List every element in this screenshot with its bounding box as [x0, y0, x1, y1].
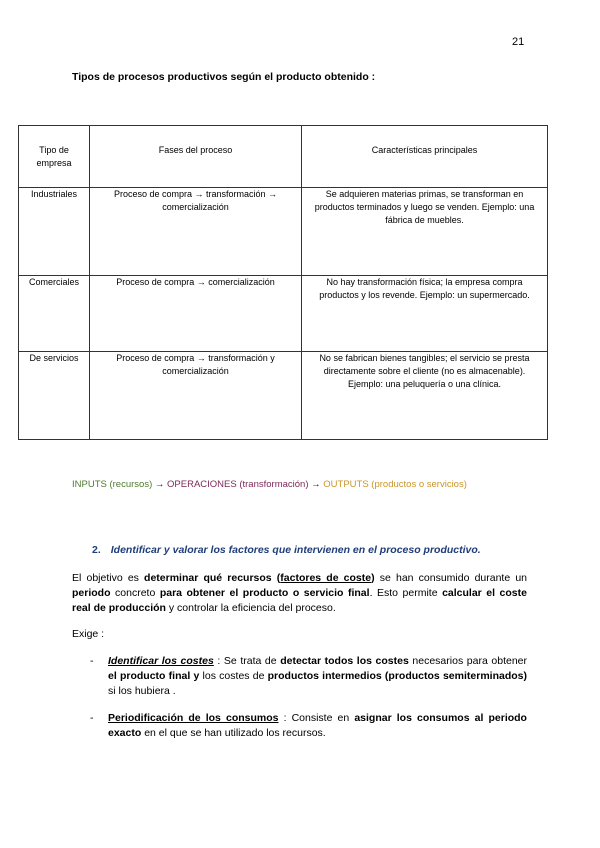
- cell-process-phases: Proceso de compra → transformación y comercialización: [90, 352, 302, 440]
- flow-inputs: INPUTS (recursos): [72, 479, 153, 490]
- bold-run: calcular el coste real de producción: [72, 587, 527, 614]
- page-number: 21: [512, 36, 525, 48]
- list-item-text: [108, 654, 527, 699]
- list-item-text: [108, 711, 527, 741]
- requires-paragraph: Exige :: [72, 628, 105, 640]
- section-title: [92, 544, 481, 556]
- production-flow-line: [72, 479, 467, 490]
- bold-run: para obtener el producto o servicio final: [159, 587, 370, 599]
- table-row: [19, 276, 548, 352]
- cell-company-type: De servicios: [19, 352, 90, 440]
- text-run: se han consumido durante un: [374, 572, 528, 584]
- flow-operations: OPERACIONES (transformación): [167, 479, 309, 490]
- text-run: El objetivo es: [72, 572, 145, 584]
- bold-run: periodo: [72, 587, 111, 599]
- flow-arrow: →: [308, 479, 324, 490]
- text-run: : Se trata de: [213, 655, 281, 667]
- bold-run: productos intermedios (productos semiterminados): [267, 670, 527, 682]
- bold-underline-run: factores de coste: [280, 572, 372, 584]
- table-row: [19, 352, 548, 440]
- bold-run: detectar todos los costes: [280, 655, 409, 667]
- text-run: : Consiste en: [278, 712, 355, 724]
- cell-process-phases: Proceso de compra → transformación → comercialización: [90, 188, 302, 276]
- header-main-features: Características principales: [302, 126, 548, 188]
- header-process-phases: Fases del proceso: [90, 126, 302, 188]
- text-run: . Esto permite: [369, 587, 443, 599]
- flow-arrow: →: [152, 479, 168, 490]
- table-row: [19, 188, 548, 276]
- bold-run: determinar qué recursos (: [144, 572, 281, 584]
- bold-underline-run: Periodificación de los consumos: [108, 712, 279, 724]
- bold-run: asignar los consumos al periodo exacto: [108, 712, 527, 739]
- text-run: concreto: [110, 587, 160, 599]
- table-header-row: [19, 126, 548, 188]
- text-run: si los hubiera .: [108, 685, 176, 697]
- section-title-text: Identificar y valorar los factores que intervienen en el proceso productivo.: [110, 544, 481, 556]
- text-run: en el que se han utilizado los recursos.: [141, 727, 326, 739]
- bold-run: ): [371, 572, 375, 584]
- cell-process-phases: Proceso de compra → comercialización: [90, 276, 302, 352]
- page-heading: Tipos de procesos productivos según el producto obtenido :: [72, 71, 376, 83]
- objective-paragraph: [72, 571, 527, 616]
- cell-main-features: No se fabrican bienes tangibles; el servicio se presta directamente sobre el cliente (no es almacenable). Ejemplo: una peluquería o una clínica.: [302, 352, 548, 440]
- header-company-type: Tipo de empresa: [19, 126, 90, 188]
- bold-italic-underline-run: Identificar los costes: [108, 655, 214, 667]
- text-run: necesarios para obtener: [408, 655, 527, 667]
- list-item: [90, 711, 527, 741]
- cell-main-features: No hay transformación física; la empresa compra productos y los revende. Ejemplo: un supermercado.: [302, 276, 548, 352]
- cell-company-type: Industriales: [19, 188, 90, 276]
- bullet-dash: -: [90, 655, 94, 667]
- text-run: los costes de: [199, 670, 268, 682]
- text-run: y controlar la eficiencia del proceso.: [165, 602, 336, 614]
- list-item: [90, 654, 527, 699]
- cell-main-features: Se adquieren materias primas, se transforman en productos terminados y luego se venden. Ejemplo: una fábrica de muebles.: [302, 188, 548, 276]
- flow-outputs: OUTPUTS (productos o servicios): [323, 479, 467, 490]
- bold-run: el producto final y: [108, 670, 200, 682]
- cell-company-type: Comerciales: [19, 276, 90, 352]
- section-number: 2.: [92, 544, 101, 556]
- process-types-table: [18, 125, 548, 440]
- bullet-dash: -: [90, 712, 94, 724]
